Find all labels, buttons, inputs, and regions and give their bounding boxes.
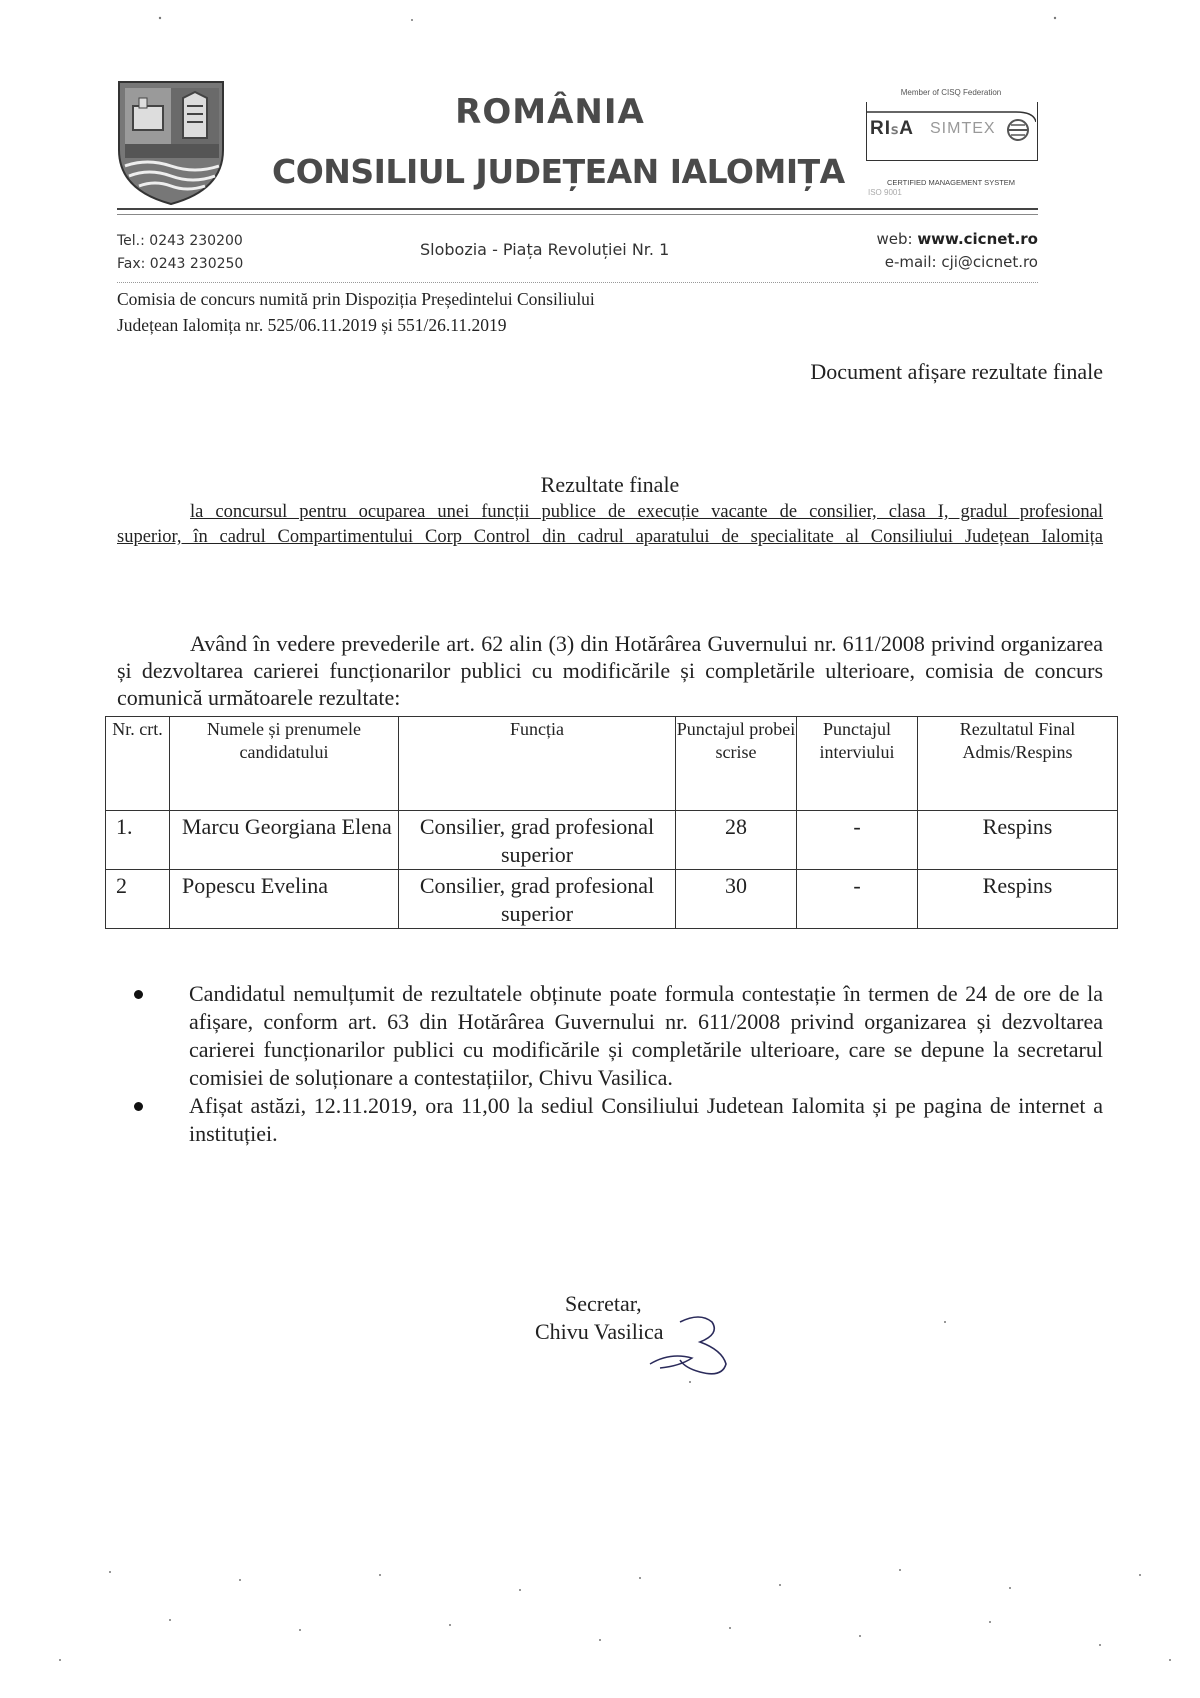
cert-member-text: Member of CISQ Federation <box>900 88 1002 97</box>
cert-system-label: CERTIFIED MANAGEMENT SYSTEM <box>886 178 1016 187</box>
document-subtitle <box>117 500 1103 550</box>
email-link[interactable]: cji@cicnet.ro <box>941 253 1038 271</box>
contact-online <box>820 228 1038 274</box>
cert-brand-left: RI <box>870 118 891 139</box>
table-row <box>106 870 1118 929</box>
cell-nr: 2 <box>106 870 170 929</box>
cell-interview-score: - <box>797 811 918 870</box>
note-text: Afișat astăzi, 12.11.2019, ora 11,00 la sediul Consiliului Judetean Ialomita și pe pagina de internet a instituției. <box>189 1093 1103 1146</box>
cell-name: Marcu Georgiana Elena <box>170 811 399 870</box>
note-text: Candidatul nemulțumit de rezultatele obținute poate formula contestație în termen de 24 de ore de la afișare, conform art. 63 din Hotărârea Guvernului nr. 611/2008 privind organizarea și dezvoltarea carierei funcționarilor publici cu modificările și completările ulterioare, care se depune la secretarul comisiei de soluționare a contestațiilor, Chivu Vasilica. <box>189 981 1103 1090</box>
email-label: e-mail: <box>884 253 942 271</box>
note-contestation <box>117 980 1103 1092</box>
signer-role: Secretar, <box>565 1291 642 1316</box>
header-divider <box>117 208 1038 210</box>
cell-function: Consilier, grad profesional superior <box>399 811 676 870</box>
notes-list <box>117 980 1103 1148</box>
certification-logo <box>862 88 1040 196</box>
cell-final-result: Respins <box>918 870 1118 929</box>
cell-name: Popescu Evelina <box>170 870 399 929</box>
cell-final-result: Respins <box>918 811 1118 870</box>
bullet-icon <box>134 990 143 999</box>
header-council-name: CONSILIUL JUDEȚEAN IALOMIȚA <box>272 152 845 191</box>
contact-email <box>820 251 1038 274</box>
table-row <box>106 811 1118 870</box>
header-country: ROMÂNIA <box>455 92 645 132</box>
intro-paragraph <box>117 630 1103 711</box>
col-nr: Nr. crt. <box>106 717 170 811</box>
note-posting <box>117 1092 1103 1148</box>
cell-interview-score: - <box>797 870 918 929</box>
cert-globe-icon <box>1006 118 1030 142</box>
county-coat-of-arms-icon <box>117 80 225 206</box>
subtitle-line-1: la concursul pentru ocuparea unei funcții publice de execuție vacante de consilier, clasa I, gradul profesional <box>190 502 1103 522</box>
results-table <box>105 716 1118 929</box>
contact-fax: Fax: 0243 230250 <box>117 256 244 272</box>
col-function: Funcția <box>399 717 676 811</box>
table-header-row <box>106 717 1118 811</box>
contact-web <box>820 228 1038 251</box>
cell-nr: 1. <box>106 811 170 870</box>
col-final-result: Rezultatul Final Admis/Respins <box>918 717 1118 811</box>
web-label: web: <box>876 230 918 248</box>
contact-divider <box>117 282 1038 283</box>
cert-brand-right: A <box>899 118 915 139</box>
col-written-score: Punctajul probei scrise <box>676 717 797 811</box>
cell-written-score: 30 <box>676 870 797 929</box>
header-divider-thin <box>117 214 1038 215</box>
commission-line-2: Județean Ialomița nr. 525/06.11.2019 și 551/26.11.2019 <box>117 315 507 335</box>
commission-reference <box>117 286 817 338</box>
document-title: Rezultate finale <box>540 472 680 497</box>
cell-written-score: 28 <box>676 811 797 870</box>
handwritten-signature-icon <box>640 1312 750 1382</box>
contact-address: Slobozia - Piața Revoluției Nr. 1 <box>420 240 670 259</box>
contact-phones <box>117 230 243 276</box>
cell-function: Consilier, grad profesional superior <box>399 870 676 929</box>
subtitle-line-2: superior, în cadrul Compartimentului Corp Control din cadrul aparatului de specialitate al Consiliului Județean Ialomița <box>117 527 1103 547</box>
signer-name: Chivu Vasilica <box>535 1319 664 1344</box>
cert-brand: RIꜱA <box>870 118 915 139</box>
document-type-label: Document afișare rezultate finale <box>810 359 1103 384</box>
col-name: Numele și prenumele candidatului <box>170 717 399 811</box>
cert-partner: SIMTEX <box>930 120 996 137</box>
cert-standard: ISO 9001 <box>868 188 902 197</box>
web-link[interactable]: www.cicnet.ro <box>917 230 1038 248</box>
commission-line-1: Comisia de concurs numită prin Dispoziția Președintelui Consiliului <box>117 289 595 309</box>
contact-tel: Tel.: 0243 230200 <box>117 233 243 249</box>
bullet-icon <box>134 1102 143 1111</box>
intro-text: Având în vedere prevederile art. 62 alin (3) din Hotărârea Guvernului nr. 611/2008 privind organizarea și dezvoltarea carierei funcționarilor publici cu modificările și completările ulterioare, comisia de concurs comunică următoarele rezultate: <box>117 631 1103 710</box>
col-interview-score: Punctajul interviului <box>797 717 918 811</box>
